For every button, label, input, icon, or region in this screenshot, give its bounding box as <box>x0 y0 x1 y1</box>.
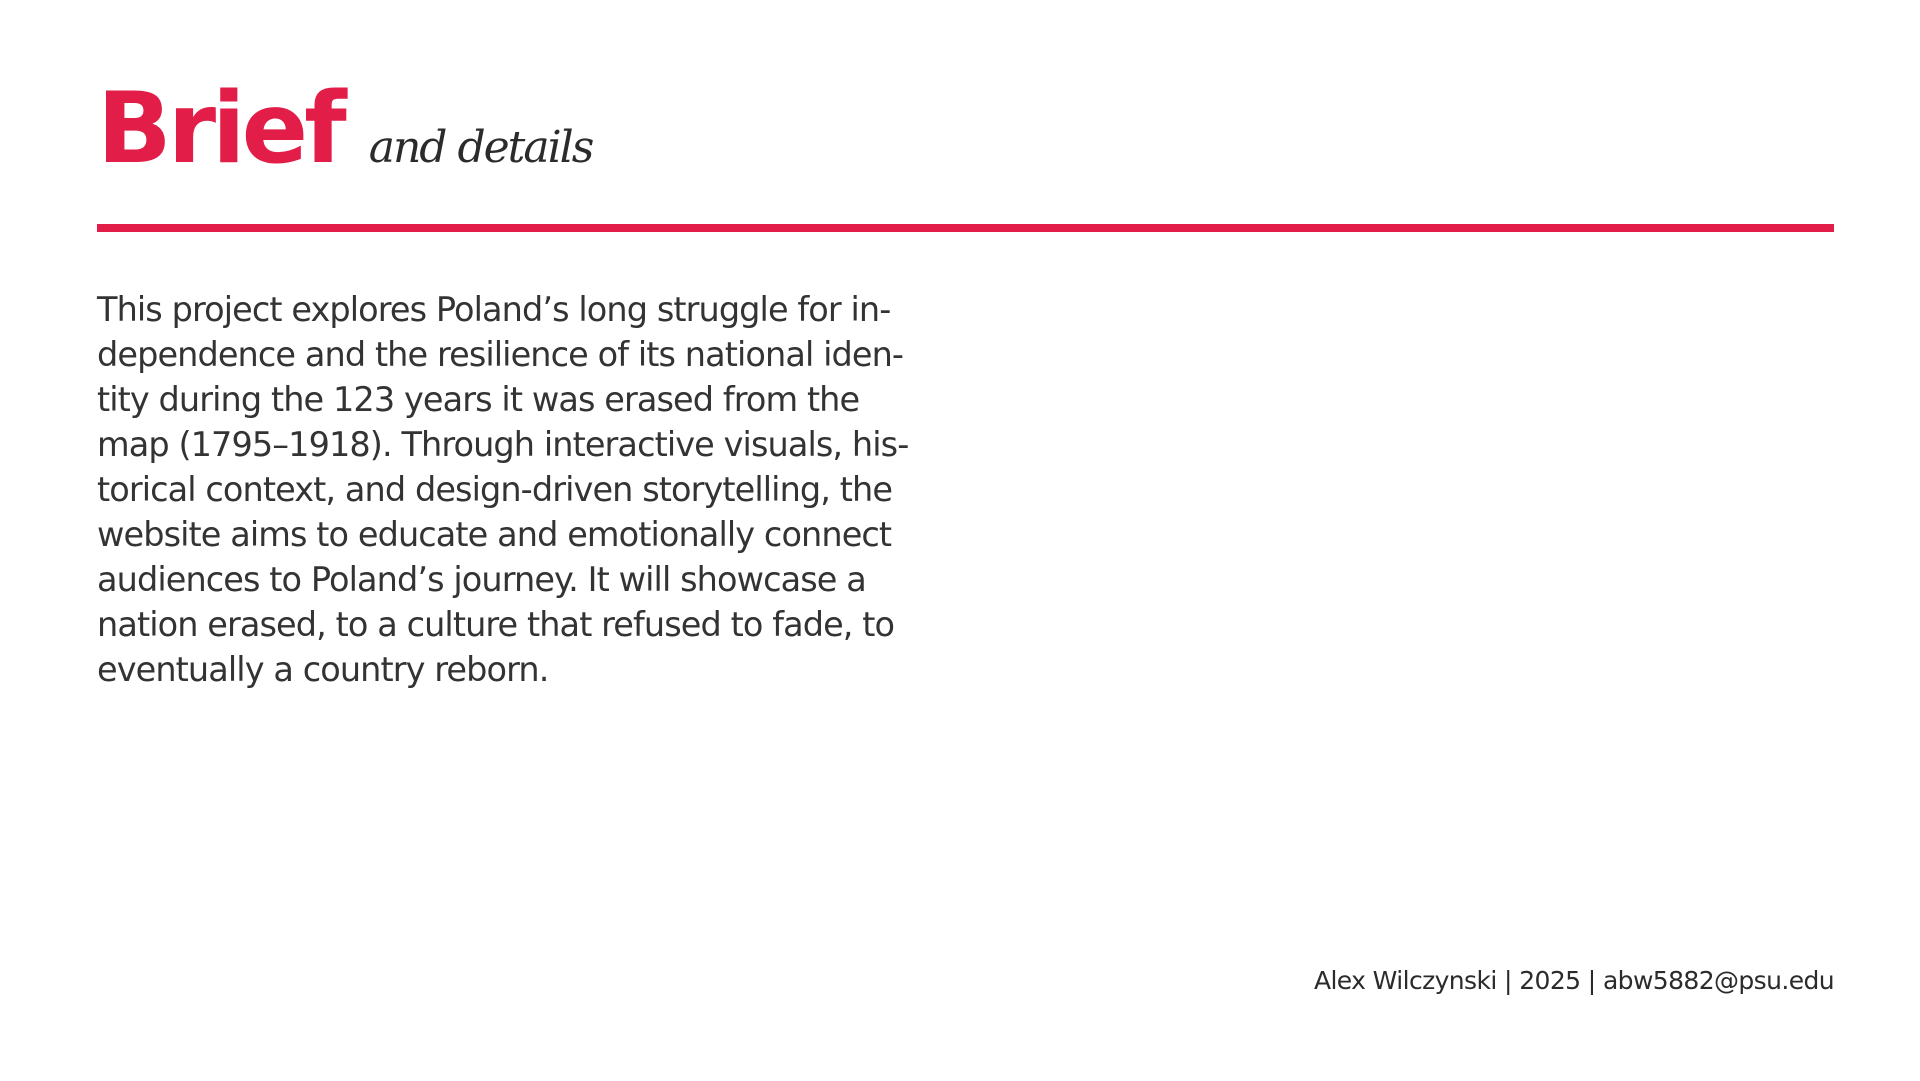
brief-line: audiences to Poland’s journey. It will showcase a <box>97 560 866 599</box>
footer-credit: Alex Wilczynski | 2025 | abw5882@psu.edu <box>1313 966 1834 995</box>
brief-line: dependence and the resilience of its national iden- <box>97 335 904 374</box>
header-divider <box>97 224 1834 232</box>
brief-line: website aims to educate and emotionally connect <box>97 515 892 554</box>
brief-line: map (1795–1918). Through interactive visuals, his- <box>97 425 909 464</box>
brief-line: nation erased, to a culture that refused to fade, to <box>97 605 895 644</box>
brief-line: eventually a country reborn. <box>97 650 549 689</box>
page-title: Brief <box>97 72 343 186</box>
page-subtitle: and details <box>368 122 593 173</box>
page-title-row <box>97 72 593 186</box>
brief-line: torical context, and design-driven storytelling, the <box>97 470 893 509</box>
brief-paragraph <box>97 287 957 692</box>
brief-line: This project explores Poland’s long struggle for in- <box>97 290 891 329</box>
brief-line: tity during the 123 years it was erased from the <box>97 380 860 419</box>
